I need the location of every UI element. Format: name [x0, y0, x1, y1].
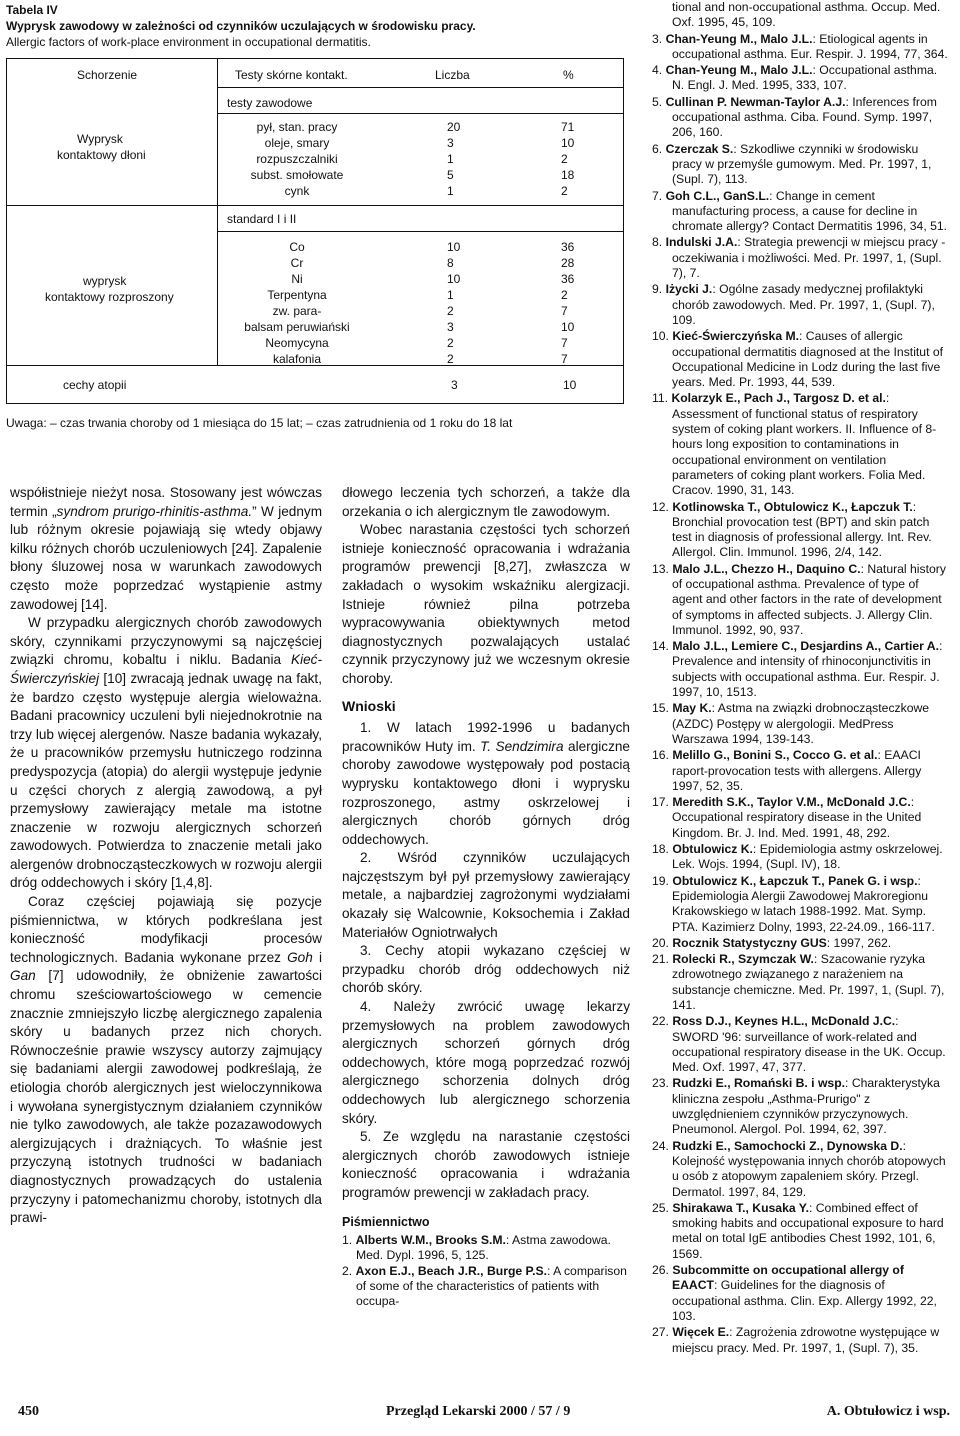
reference-item: [652, 795, 948, 841]
table-cell-test: Neomycyna: [265, 336, 329, 350]
reference-number: 3.: [652, 31, 666, 46]
reference-number: 25.: [652, 1200, 673, 1215]
reference-text: : 1997, 262.: [826, 935, 892, 950]
reference-item: [652, 235, 948, 281]
text-span: alergiczne choroby zawodowe występowały pod postacią wyprysku kontaktowego dłoni i wyprysku rozproszonego, astmy oskrzelowej i alergicznych chorób górnych dróg oddechowych.: [342, 738, 630, 847]
table-cell-test: Co: [289, 240, 305, 254]
reference-number: 16.: [652, 748, 673, 763]
reference-authors: Goh C.L., GanS.L.: [665, 188, 770, 203]
reference-item: [652, 282, 948, 328]
italic-author: Gan: [10, 968, 36, 984]
reference-item: [652, 391, 948, 498]
reference-item: [652, 1325, 948, 1356]
reference-item: [652, 32, 948, 63]
table-cell-test: oleje, smary: [264, 136, 330, 150]
text-span: ” W jednym lub różnym okresie pojawiają się wtedy objawy kilku różnych chorób uczuleniowych [24]. Zapalenie błony śluzowej nosa w warunkach zawodowych często może poprzedzać wystąpienie astmy zawodowej [14].: [10, 503, 323, 612]
reference-authors: Cullinan P. Newman-Taylor A.J.: [665, 94, 846, 109]
reference-authors: Alberts W.M., Brooks S.M.: [355, 1233, 506, 1248]
italic-author: Goh: [287, 949, 313, 965]
subheader-rule-2: [217, 231, 623, 232]
subheader-rule: [217, 113, 623, 114]
journal-name: Przegląd Lekarski 2000 / 57 / 9: [386, 1404, 571, 1419]
reference-item: [342, 1264, 630, 1310]
reference-number: 26.: [652, 1263, 673, 1278]
references-list-start: [342, 1233, 630, 1309]
reference-text: : Change in cement manufacturing process, a cause for decline in chromate allergy? Contact Dermatitis 1996, 34, 51.: [672, 188, 948, 234]
table-cell-percent: 18: [561, 168, 575, 182]
text-span: [10] zwracają jednak uwagę na fakt, że bardzo często występuje alergia wieloważna. Badani pracownicy uczuleni byli niejednokrotnie na trzy lub więcej alergenów. Nasze badania wykazały, że u pracowników przemysłu hutniczego rodzinna predyspozycja (atopia) do alergii występuje jedynie u części chorych z alergią zawodową, a pył przemysłowy zawierający metale ma istotne znaczenie w rozwoju alergicznych schorzeń zawodowych. Potwierdza to znaczenie metali jako alergenów drobnocząsteczkowych w rozwoju alergii dróg oddechowych i skóry [1,4,8].: [10, 670, 322, 891]
reference-number: 18.: [652, 842, 673, 857]
reference-item: [652, 952, 948, 1013]
reference-authors: Chan-Yeung M., Malo J.L.: [665, 31, 813, 46]
reference-number: 4.: [652, 63, 666, 78]
reference-authors: Iżycki J.: [665, 282, 713, 297]
reference-authors: Rudzki E., Romański B. i wsp.: [672, 1076, 846, 1091]
paragraph: [10, 484, 322, 614]
reference-text: : Astma na związki drobnocząsteczkowe (AZDC) Postępy w alergologii. MedPress Warszawa 1994, 139-143.: [672, 701, 930, 746]
table-cell-test: kalafonia: [272, 352, 322, 366]
middle-text-column: [342, 484, 630, 1310]
group-hand-eczema-b: kontaktowy dłoni: [57, 148, 146, 162]
reference-item: [652, 701, 948, 747]
reference-number: 8.: [652, 235, 666, 250]
left-text-column: [10, 484, 322, 1228]
reference-number: 10.: [652, 329, 673, 344]
conclusion-1: [342, 719, 630, 849]
table-title-pl: Wyprysk zawodowy w zależności od czynników uczulających w środowisku pracy.: [6, 19, 476, 33]
table-caption: [6, 2, 626, 50]
table-cell-count: 20: [447, 120, 461, 134]
reference-item: [652, 842, 948, 873]
reference-number: 2.: [342, 1263, 356, 1278]
reference-item: [652, 639, 948, 700]
table-cell-percent: 2: [561, 288, 568, 302]
reference-authors: Czerczak S.: [665, 141, 734, 156]
reference-text: : A comparison of some of the characteristics of patients with occupa-: [356, 1263, 627, 1309]
table-cell-count: 10: [447, 272, 461, 286]
reference-number: 23.: [652, 1076, 673, 1091]
reference-text: : Occupational asthma. N. Engl. J. Med. 1995, 333, 107.: [672, 63, 938, 93]
group-rule-2: [7, 365, 623, 366]
reference-authors: Malo J.L., Lemiere C., Desjardins A., Cartier A.: [672, 639, 939, 654]
reference-item: [652, 189, 948, 235]
reference-number: 27.: [652, 1325, 673, 1340]
header-count: Liczba: [435, 68, 470, 82]
page-footer: [0, 1404, 960, 1428]
reference-text: : EAACI raport-provocation tests with allergens. Allergy 1997, 52, 35.: [672, 748, 922, 793]
reference-item: [652, 1076, 948, 1137]
right-references-column: [652, 0, 948, 1357]
table-cell-percent: 28: [561, 256, 575, 270]
table-cell-test: rozpuszczalniki: [256, 152, 338, 166]
group-atopy: cechy atopii: [63, 378, 127, 392]
group-hand-eczema-a: Wyprysk: [77, 132, 123, 146]
atopy-percent: 10: [563, 378, 577, 392]
table-cell-test: cynk: [284, 184, 310, 198]
page-number: 450: [18, 1404, 39, 1419]
reference-authors: Obtulowicz K., Łapczuk T., Panek G. i wsp.: [672, 873, 918, 888]
reference-authors: Kotlinowska T., Obtulowicz K., Łapczuk T.: [672, 499, 913, 514]
reference-item: [652, 936, 948, 951]
reference-item: [652, 1014, 948, 1075]
reference-text: : Charakterystyka kliniczna zespołu „Asthma-Prurigo" z uwzględnieniem czynników przyczynowych. Pneumonol. Alergol. Pol. 1994, 62, 397.: [672, 1076, 940, 1137]
reference-number: 12.: [652, 499, 673, 514]
table-cell-test: zw. para-: [272, 304, 322, 318]
reference-item: [652, 1263, 948, 1324]
reference-text: : Occupational respiratory disease in the United Kingdom. Br. J. Ind. Med. 1991, 48, 292.: [672, 795, 922, 840]
header-percent: %: [563, 68, 574, 82]
group-diffuse-a: wyprysk: [83, 274, 127, 288]
running-author: A. Obtułowicz i wsp.: [826, 1404, 950, 1419]
text-span: [7] udowodniły, że obniżenie zawartości chromu sześciowartościowego w cemencie znacznie zmniejszyło liczbę alergicznego zapalenia skóry u badanych przez nich chorych. Równocześnie prawie wszyscy autorzy zajmujący się badaniami alergii zawodowej podkreślają, że etiologia chorób alergicznych jest wieloczynnikowa i wywołana synergistycznym działaniem czynników nie tylko zawodowych, ale także pozazawodowych alergizujących i drażniących. To właśnie jest przyczyną istotnych trudności w badaniach diagnostycznych prowadzących do ustalenia przyczyny i patomechanizmu choroby, istotnych dla prawi-: [10, 968, 322, 1226]
reference-number: 24.: [652, 1138, 673, 1153]
reference-text: : Zagrożenia zdrowotne występujące w miejscu pracy. Med. Pr. 1997, 1, (Supl. 7), 35.: [672, 1325, 940, 1355]
table-number: Tabela IV: [6, 3, 58, 17]
text-span: i: [312, 949, 323, 965]
paragraph: [10, 893, 322, 1228]
group-rule-1: [7, 205, 623, 206]
reference-text: : Bronchial provocation test (BPT) and skin patch test in diagnosis of professional allergy. Int. Rev. Allergol. Clin. Immunol. 1996, 2/4, 142.: [672, 499, 932, 560]
table-cell-count: 1: [447, 288, 454, 302]
reference-authors: Malo J.L., Chezzo H., Daquino C.: [672, 561, 861, 576]
reference-authors: Ross D.J., Keynes H.L., McDonald J.C.: [672, 1014, 896, 1029]
reference-text: : Assessment of functional status of respiratory system of coking plant workers. II. Influence of 8-hours long exposition to contaminations in occupational environment on ventilation parameters of coking plant workers. Folia Med. Cracov. 1990, 31, 143.: [672, 391, 937, 498]
reference-text: : Causes of allergic occupational dermatitis diagnosed at the Institut of Occupational Medicine in Lodz during the last five years. Med. Pr. 1993, 44, 539.: [672, 329, 943, 390]
table-cell-test: subst. smołowate: [250, 168, 344, 182]
conclusion-2: 2. Wśród czynników uczulających najczęstszym był pył przemysłowy zawierający metale, a najbardziej zagrożonymi wydziałami okazały się Walcownie, Koksochemia i Zakład Materiałów Ogniotrwałych: [342, 850, 630, 940]
references-list: [652, 32, 948, 1356]
table-cell-test: balsam peruwiański: [244, 320, 350, 334]
reference-item: [652, 1139, 948, 1200]
table-cell-count: 1: [447, 152, 454, 166]
table-cell-count: 2: [447, 304, 454, 318]
reference-continuation: tional and non-occupational asthma. Occup. Med. Oxf. 1995, 45, 109.: [672, 0, 941, 30]
table-cell-percent: 10: [561, 136, 575, 150]
table-note: Uwaga: – czas trwania choroby od 1 miesiąca do 15 lat; – czas zatrudnienia od 1 roku do 18 lat: [6, 416, 513, 430]
table-cell-count: 10: [447, 240, 461, 254]
reference-number: 7.: [652, 188, 666, 203]
reference-authors: Axon E.J., Beach J.R., Burge P.S.: [355, 1263, 548, 1278]
reference-authors: Meredith S.K., Taylor V.M., McDonald J.C.: [672, 795, 911, 810]
conclusion-3: 3. Cechy atopii wykazano częściej w przypadku chorób dróg oddechowych niż chorób skóry.: [342, 943, 630, 996]
reference-number: 21.: [652, 952, 673, 967]
table-cell-percent: 36: [561, 240, 575, 254]
reference-number: 9.: [652, 282, 666, 297]
reference-item: [652, 874, 948, 935]
conclusion-4: 4. Należy zwrócić uwagę lekarzy przemysłowych na problem zawodowych alergicznych schorzeń górnych dróg oddechowych, które mogą poprzedzać rozwój alergicznego schorzenia dolnych dróg oddechowych lub alergicznego schorzenia skóry.: [342, 999, 630, 1126]
reference-number: 5.: [652, 94, 666, 109]
reference-number: 22.: [652, 1014, 673, 1029]
reference-authors: Melillo G., Bonini S., Cocco G. et al.: [672, 748, 878, 763]
reference-text: : Epidemiologia Alergii Zawodowej Makroregionu Krakowskiego w latach 1988-1992. Mat. Symp. PTA. Kazimierz Dolny, 1993, 22-24.09., 166-117.: [672, 873, 935, 934]
conclusion-5: 5. Ze względu na narastanie częstości alergicznych chorób zawodowych istnieje konieczność opracowania i wdrażania programów prewencji w zakładach pracy.: [342, 1129, 630, 1200]
reference-authors: Indulski J.A.: [665, 235, 738, 250]
reference-text: : Szacowanie ryzyka zdrowotnego związanego z narażeniem na substancje chemiczne. Med. Pr. 1997, 1, (Supl. 7), 141.: [672, 952, 945, 1012]
reference-authors: Kolarzyk E., Pach J., Targosz D. et al.: [671, 391, 886, 406]
italic-author: Kieć-Świerczyńskiej: [10, 652, 322, 686]
reference-number: 1.: [342, 1233, 356, 1248]
reference-authors: Kieć-Świerczyńska M.: [672, 329, 800, 344]
reference-text: : Epidemiologia astmy oskrzelowej. Lek. Wojs. 1994, (Supl. IV), 18.: [672, 842, 943, 872]
text-span: 1. W latach 1992-1996 u badanych pracowników Huty im.: [342, 720, 630, 754]
text-span: Coraz częściej pojawiają się pozycje piśmiennictwa, w których podkreślana jest konieczność modyfikacji procesów technologicznych. Badania wykonane przez: [10, 894, 322, 965]
table-cell-test: pył, stan. pracy: [256, 120, 338, 134]
table-cell-count: 2: [447, 352, 454, 366]
reference-item: [652, 95, 948, 141]
table-cell-test: Terpentyna: [267, 288, 327, 302]
table-cell-percent: 2: [561, 184, 568, 198]
reference-number: 11.: [652, 391, 672, 406]
table-cell-percent: 7: [561, 336, 568, 350]
reference-text: : Ogólne zasady medycznej profilaktyki chorób zawodowych. Med. Pr. 1997, 1, (Supl. 7), 109.: [672, 282, 935, 327]
table-cell-percent: 10: [561, 320, 575, 334]
reference-authors: May K.: [672, 701, 712, 716]
header-tests: Testy skórne kontakt.: [235, 68, 348, 82]
reference-item: [652, 500, 948, 561]
text-span: W przypadku alergicznych chorób zawodowych skóry, czynnikami przyczynowymi są najczęściej związki chromu, kobaltu i niklu. Badania: [10, 615, 322, 668]
reference-authors: Rolecki R., Szymczak W.: [672, 952, 814, 967]
conclusions-heading: Wnioski: [342, 697, 396, 714]
reference-text: : Natural history of occupational asthma. Prevalence of type of agent and other factors in the rate of development of symptoms in affected subjects. J. Allergy Clin. Immunol. 1992, 90, 937.: [672, 561, 946, 637]
table-cell-count: 8: [447, 256, 454, 270]
table-cell-percent: 7: [561, 352, 568, 366]
reference-text: : Astma zawodowa. Med. Dypl. 1996, 5, 125.: [356, 1233, 611, 1263]
paragraph: [10, 614, 322, 893]
reference-text: : Guidelines for the diagnosis of occupational asthma. Clin. Exp. Allergy 1992, 22, 103.: [672, 1278, 937, 1323]
reference-number: 6.: [652, 141, 666, 156]
reference-number: 20.: [652, 935, 673, 950]
table-title-en: Allergic factors of work-place environment in occupational dermatitis.: [6, 35, 371, 49]
table-cell-test: Cr: [290, 256, 304, 270]
reference-authors: Subcommitte on occupational allergy of EAACT: [672, 1263, 904, 1293]
reference-text: : Combined effect of smoking habits and occupational exposure to hard metal on total IgE antibodies Chest 1992, 101, 6, 1569.: [672, 1200, 944, 1261]
reference-authors: Chan-Yeung M., Malo J.L.: [665, 63, 813, 78]
table-cell-count: 3: [447, 136, 454, 150]
reference-number: 17.: [652, 795, 673, 810]
table-cell-percent: 36: [561, 272, 575, 286]
italic-name: T. Sendzimira: [480, 738, 564, 754]
group-diffuse-b: kontaktowy rozproszony: [45, 290, 174, 304]
header-disease: Schorzenie: [77, 68, 138, 82]
reference-authors: Shirakawa T., Kusaka Y.: [672, 1200, 809, 1215]
reference-item: [652, 1201, 948, 1262]
paragraph: dłowego leczenia tych schorzeń, a także dla orzekania o ich alergicznym tle zawodowym.: [342, 485, 630, 519]
text-span: współistnieje nieżyt nosa. Stosowany jest wówczas termin „: [10, 485, 322, 519]
reference-authors: Obtulowicz K.: [672, 842, 753, 857]
table-cell-count: 3: [447, 320, 454, 334]
subheader-occupational: testy zawodowe: [227, 96, 313, 110]
reference-text: : SWORD '96: surveillance of work-related and occupational respiratory disease in the UK. Occup. Med. Oxf. 1997, 47, 377.: [672, 1014, 946, 1075]
reference-authors: Więcek E.: [672, 1325, 730, 1340]
table-cell-count: 2: [447, 336, 454, 350]
reference-text: : Kolejność występowania innych chorób atopowych u osób z atopowym zapaleniem skóry. Przegl. Dermatol. 1997, 84, 129.: [672, 1138, 946, 1199]
reference-text: : Prevalence and intensity of rhinoconjunctivitis in subjects with occupational asthma. Eur. Respir. J. 1997, 10, 1513.: [672, 639, 943, 700]
reference-number: 15.: [652, 701, 673, 716]
references-heading: Piśmiennictwo: [342, 1214, 430, 1229]
italic-term: syndrom prurigo-rhinitis-asthma.: [56, 503, 253, 519]
table-iv: [6, 58, 624, 404]
reference-item: [652, 63, 948, 94]
reference-authors: Rocznik Statystyczny GUS: [672, 935, 827, 950]
reference-number: 14.: [652, 639, 673, 654]
reference-authors: Rudzki E., Samochocki Z., Dynowska D.: [672, 1138, 903, 1153]
reference-number: 19.: [652, 873, 673, 888]
table-cell-percent: 7: [561, 304, 568, 318]
table-cell-percent: 71: [561, 120, 575, 134]
atopy-count: 3: [451, 378, 458, 392]
reference-text: : Inferences from occupational asthma. Ciba. Found. Symp. 1997, 206, 160.: [672, 94, 937, 140]
reference-item: [652, 562, 948, 638]
reference-item: [652, 329, 948, 390]
reference-item: [342, 1233, 630, 1264]
table-cell-count: 1: [447, 184, 454, 198]
paragraph: Wobec narastania częstości tych schorzeń istnieje konieczność opracowania i wdrażania programów prewencji [8,27], zwłaszcza w zakładach o wysokim wskaźniku alergizacji. Istnieje również pilna potrzeba wypracowywania obiektywnych metod diagnostycznych pozwalających ustalać czynnik przyczynowy już we wczesnym okresie choroby.: [342, 522, 630, 686]
reference-text: : Etiological agents in occupational asthma. Eur. Respir. J. 1994, 77, 364.: [672, 31, 948, 61]
reference-text: : Strategia prewencji w miejscu pracy - oczekiwania i możliwości. Med. Pr. 1997, 1, (Supl. 7), 7.: [672, 235, 946, 281]
table-cell-count: 5: [447, 168, 454, 182]
subheader-standard: standard I i II: [227, 212, 297, 226]
reference-number: 13.: [652, 561, 673, 576]
table-cell-percent: 2: [561, 152, 568, 166]
header-rule: [217, 87, 623, 88]
reference-item: [652, 142, 948, 188]
table-cell-test: Ni: [291, 272, 303, 286]
reference-text: : Szkodliwe czynniki w środowisku pracy w przemyśle gumowym. Med. Pr. 1997, 1, (Supl. 7), 113.: [672, 141, 932, 187]
reference-item: [652, 748, 948, 794]
